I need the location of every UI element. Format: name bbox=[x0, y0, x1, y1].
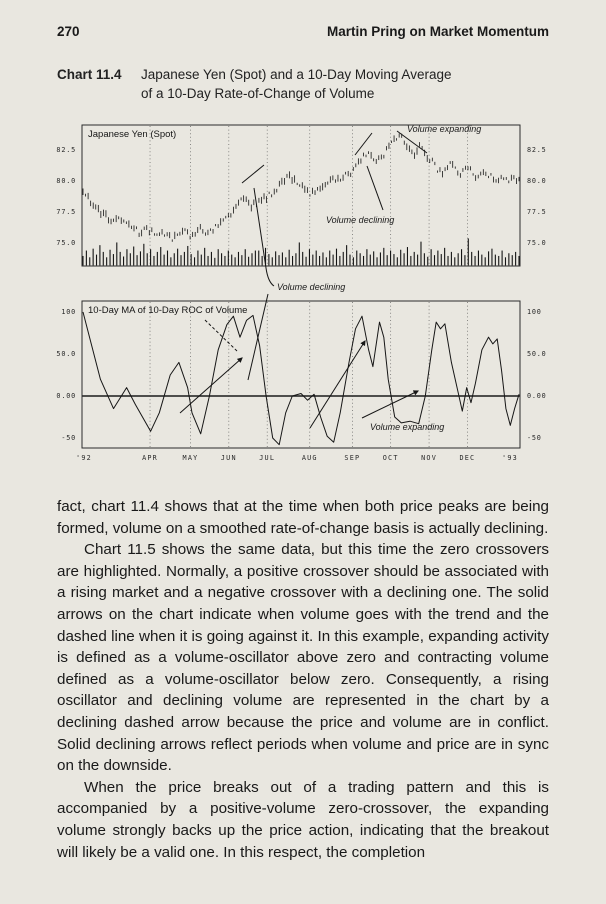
page-number: 270 bbox=[57, 24, 80, 39]
svg-text:80.0: 80.0 bbox=[527, 177, 547, 185]
svg-text:Volume expanding: Volume expanding bbox=[370, 422, 445, 432]
svg-text:'92: '92 bbox=[76, 454, 92, 462]
svg-text:100: 100 bbox=[527, 308, 542, 316]
paragraph-1: fact, chart 11.4 shows that at the time when both price peaks are being formed, volume on a smoothed rate-of-change basis is actually declining. bbox=[57, 498, 549, 537]
svg-text:JUL: JUL bbox=[259, 454, 276, 462]
svg-text:JUN: JUN bbox=[220, 454, 237, 462]
svg-text:80.0: 80.0 bbox=[56, 177, 76, 185]
svg-text:MAY: MAY bbox=[182, 454, 199, 462]
svg-text:APR: APR bbox=[142, 454, 158, 462]
chart-caption bbox=[57, 66, 527, 103]
caption-line1: Japanese Yen (Spot) and a 10-Day Moving Average bbox=[141, 67, 452, 82]
svg-text:75.0: 75.0 bbox=[56, 239, 76, 247]
svg-text:DEC: DEC bbox=[459, 454, 476, 462]
svg-text:OCT: OCT bbox=[382, 454, 399, 462]
body-text bbox=[57, 496, 549, 863]
svg-text:NOV: NOV bbox=[421, 454, 438, 462]
svg-text:0.00: 0.00 bbox=[527, 392, 547, 400]
svg-text:SEP: SEP bbox=[344, 454, 361, 462]
caption-line2: of a 10-Day Rate-of-Change of Volume bbox=[141, 85, 375, 101]
chart-figure bbox=[40, 120, 566, 472]
svg-text:Volume declining: Volume declining bbox=[326, 215, 395, 225]
price-volume-chart bbox=[40, 120, 566, 472]
running-head-title: Martin Pring on Market Momentum bbox=[326, 24, 549, 39]
axis-labels bbox=[56, 129, 546, 462]
svg-text:82.5: 82.5 bbox=[56, 146, 76, 154]
price-series bbox=[83, 133, 519, 241]
svg-text:Volume expanding: Volume expanding bbox=[407, 124, 482, 134]
svg-text:AUG: AUG bbox=[301, 454, 318, 462]
annotation-layer bbox=[180, 124, 481, 432]
caption-label: Chart 11.4 bbox=[57, 67, 122, 82]
svg-text:Volume declining: Volume declining bbox=[277, 282, 346, 292]
paragraph-2: Chart 11.5 shows the same data, but this time the zero crossovers are highlighted. Normally, a positive crossover should be associated with a rising market and a negative crossover with a declining one. The solid arrows on the chart indicate when volume goes with the trend and the dashed line when it is going against it. In this example, expanding activity is defined as a volume-oscillator above zero and contracting volume defined as a volume-oscillator below zero. Consequently, a rising oscillator and declining volume are represented in the chart by a declining dashed arrow because the price and volume are in conflict. Solid declining arrows reflect periods when volume and price are in sync on the downside. bbox=[57, 541, 549, 775]
oscillator-line bbox=[83, 312, 519, 445]
svg-text:10-Day MA of 10-Day ROC of Vol: 10-Day MA of 10-Day ROC of Volume bbox=[88, 305, 248, 316]
svg-text:50.0: 50.0 bbox=[56, 350, 76, 358]
svg-text:100: 100 bbox=[61, 308, 76, 316]
svg-text:50.0: 50.0 bbox=[527, 350, 547, 358]
svg-text:0.00: 0.00 bbox=[56, 392, 76, 400]
svg-text:82.5: 82.5 bbox=[527, 146, 547, 154]
paragraph-3: When the price breaks out of a trading pattern and this is accompanied by a positive-volume zero-crossover, the expanding volume strongly backs up the price action, indicating that the breakout will likely be a valid one. In this respect, the completion bbox=[57, 778, 549, 861]
caption-text bbox=[141, 66, 451, 103]
svg-text:77.5: 77.5 bbox=[56, 208, 76, 216]
svg-text:77.5: 77.5 bbox=[527, 208, 547, 216]
svg-text:'93: '93 bbox=[502, 454, 518, 462]
svg-text:-50: -50 bbox=[527, 434, 542, 442]
svg-text:Japanese Yen (Spot): Japanese Yen (Spot) bbox=[88, 129, 177, 140]
running-header bbox=[57, 24, 549, 39]
svg-text:-50: -50 bbox=[61, 434, 76, 442]
svg-text:75.0: 75.0 bbox=[527, 239, 547, 247]
volume-bars-series bbox=[83, 238, 519, 265]
